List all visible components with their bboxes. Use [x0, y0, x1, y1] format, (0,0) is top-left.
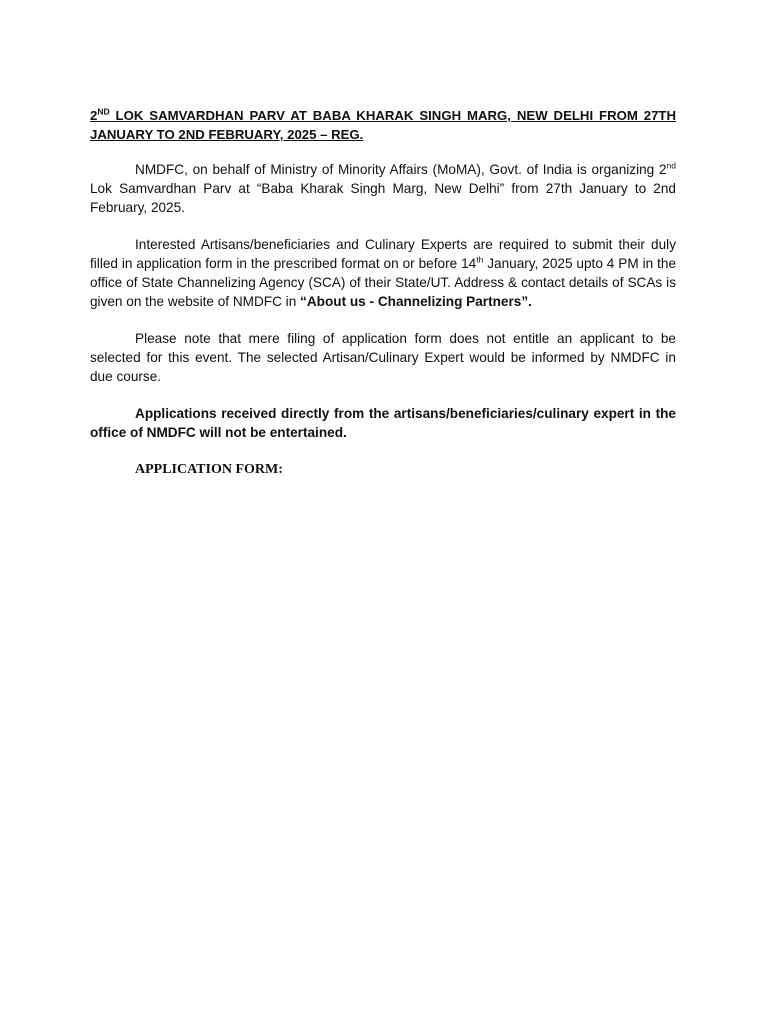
title-text: LOK SAMVARDHAN PARV AT BABA KHARAK SINGH MARG, NEW DELHI FROM 27TH JANUARY TO 2ND FEBRUARY, 2025 – REG. — [90, 108, 676, 142]
selection-note-text: Please note that mere filing of application form does not entitle an applicant to be selected for this event. The selected Artisan/Culinary Expert would be informed by NMDFC in due course. — [90, 331, 676, 384]
intro-ordinal-number: 2 — [658, 162, 667, 177]
notice-content — [90, 106, 676, 479]
intro-ordinal-suffix: nd — [666, 160, 676, 171]
notice-title — [90, 106, 676, 144]
paragraph-direct-applications-warning — [90, 404, 676, 442]
intro-rest-text: Lok Samvardhan Parv at “Baba Kharak Singh Marg, New Delhi” from 27th January to 2nd February, 2025. — [90, 181, 676, 215]
paragraph-selection-note — [90, 329, 676, 386]
title-ordinal-suffix: ND — [97, 106, 110, 117]
intro-lead-text: NMDFC, on behalf of Ministry of Minority Affairs (MoMA), Govt. of India is organizing — [135, 162, 655, 177]
channelizing-partners-reference: “About us - Channelizing Partners”. — [300, 294, 532, 309]
warning-text: Applications received directly from the artisans/beneficiaries/culinary expert in the office of NMDFC will not be entertained. — [90, 406, 676, 440]
submission-date-suffix: th — [476, 254, 484, 265]
submission-text-part2: January, 2025 upto 4 PM in the office of State Channelizing Agency (SCA) of their State/UT. Address & contact details of SCAs is given on the website of NMDFC in — [90, 256, 676, 309]
submission-text-part1: Interested Artisans/beneficiaries and Culinary Experts are required to submit their duly filled in application form in the prescribed format on or before 14 — [90, 237, 676, 271]
paragraph-intro — [90, 160, 676, 217]
title-ordinal-number: 2 — [90, 108, 98, 123]
application-form-heading: APPLICATION FORM: — [135, 462, 283, 477]
paragraph-submission — [90, 235, 676, 311]
